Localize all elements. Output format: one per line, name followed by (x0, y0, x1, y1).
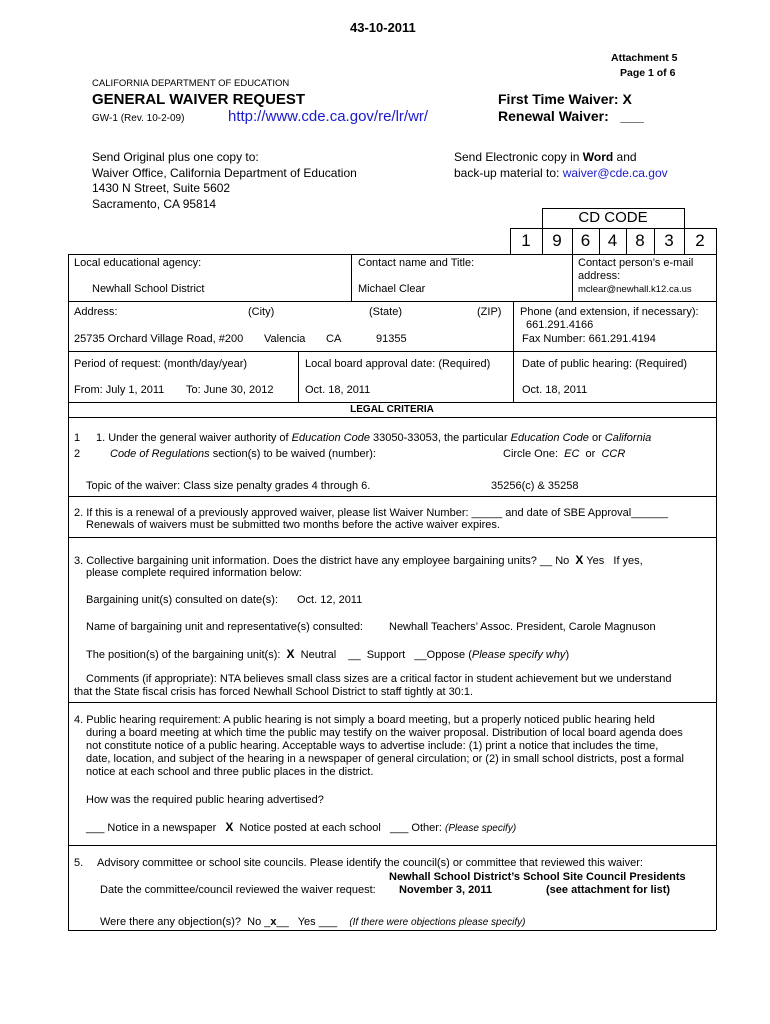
word-format: Word (582, 150, 614, 164)
no-objection-mark: x (270, 916, 277, 928)
send-electronic-and: and (613, 150, 637, 164)
bargaining-instructions: please complete required information below: (86, 567, 302, 579)
attachment-label: Attachment 5 (611, 52, 678, 64)
board-approval-value: Oct. 18, 2011 (305, 384, 371, 396)
waiver-sections: 35256(c) & 35258 (491, 480, 579, 492)
first-time-waiver: First Time Waiver: X (498, 91, 632, 107)
legal-line-2: Code of Regulations section(s) to be waived (number): (110, 448, 376, 460)
cd-code-digit: 4 (607, 231, 618, 250)
renewal-waiver: Renewal Waiver: ___ (498, 108, 644, 124)
hearing-requirement-line: date, location, and subject of the hearing in a newspaper of general circulation; or (2) in small school districts, post a formal (86, 753, 684, 765)
bargaining-question: 3. Collective bargaining unit information. Does the district have any employee bargaining units? __ No X Yes If yes, (74, 553, 643, 567)
ccr-option: CCR (601, 448, 626, 460)
councils-value: Newhall School District’s School Site Council Presidents (389, 871, 686, 883)
cd-code-digit: 6 (580, 231, 591, 250)
send-original-line: 1430 N Street, Suite 5602 (92, 181, 231, 195)
renewal-note: Renewals of waivers must be submitted two months before the active waiver expires. (86, 519, 500, 531)
cd-code-digit: 9 (552, 231, 562, 250)
phone-label: Phone (and extension, if necessary): (520, 306, 699, 318)
review-date-value: November 3, 2011 (399, 884, 492, 896)
representative-label: Name of bargaining unit and representative(s) consulted: (86, 621, 363, 633)
renewal-question: 2. If this is a renewal of a previously approved waiver, please list Waiver Number: _____ and date of SBE Approval______ (74, 507, 668, 519)
city-value: Valencia (264, 333, 306, 345)
phone-value: 661.291.4166 (526, 319, 594, 331)
send-original-block (92, 150, 357, 212)
form-title: GENERAL WAIVER REQUEST (92, 91, 306, 108)
period-label: Period of request: (month/day/year) (74, 358, 248, 370)
send-electronic-text: Send Electronic copy in (454, 150, 583, 164)
consulted-label: Bargaining unit(s) consulted on date(s): (86, 594, 278, 606)
ec-option: EC (564, 448, 580, 460)
comments-line-2: that the State fiscal crisis has forced Newhall School District to staff tightly at 30:1. (74, 686, 474, 698)
circle-one: Circle One: EC or CCR (503, 448, 626, 460)
fax-value: Fax Number: 661.291.4194 (522, 333, 656, 345)
representative-value: Newhall Teachers’ Assoc. President, Carole Magnuson (389, 621, 656, 633)
cd-code-label: CD CODE (578, 209, 648, 226)
send-original-line: Sacramento, CA 95814 (92, 196, 217, 211)
send-original-line: Send Original plus one copy to: (92, 150, 259, 164)
neutral-mark: X (286, 647, 295, 661)
city-label: (City) (248, 306, 275, 318)
hearing-requirement-line: during a board meeting at which time the public may testify on the waiver proposal. Distribution of local board agenda does (86, 727, 683, 739)
review-date-label: Date the committee/council reviewed the waiver request: (100, 884, 376, 896)
lea-value: Newhall School District (92, 283, 205, 295)
hearing-date-value: Oct. 18, 2011 (522, 384, 588, 396)
objections-question: Were there any objection(s)? No _x__ Yes ___ (If there were objections please specify) (100, 916, 526, 928)
q5-number: 5. (74, 857, 84, 869)
state-value: CA (326, 333, 342, 345)
email-label-2: address: (578, 270, 621, 282)
email-value: mclear@newhall.k12.ca.us (578, 284, 692, 295)
yes-mark: X (575, 553, 584, 567)
contact-label: Contact name and Title: (358, 257, 475, 269)
hearing-requirement-line: notice at each school and three public places in the district. (86, 766, 374, 778)
hearing-advertised-options: ___ Notice in a newspaper X Notice posted at each school ___ Other: (Please specify) (86, 820, 517, 834)
comments-line-1: Comments (if appropriate): NTA believes small class sizes are a critical factor in student achievement but we understand (86, 673, 672, 685)
hearing-requirement-line: not constitute notice of a public hearing. Acceptable ways to advertise include: (1) print a notice that includes the time, (86, 740, 659, 752)
street-value: 25735 Orchard Village Road, #200 (74, 333, 244, 345)
posted-mark: X (225, 820, 234, 834)
hearing-advertised-question: How was the required public hearing advertised? (86, 794, 324, 806)
period-to: To: June 30, 2012 (186, 384, 274, 396)
period-from: From: July 1, 2011 (74, 384, 165, 396)
board-approval-label: Local board approval date: (Required) (305, 358, 491, 370)
waiver-url-link[interactable]: http://www.cde.ca.gov/re/lr/wr/ (228, 108, 429, 125)
email-label: Contact person’s e-mail (578, 257, 694, 269)
page-label: Page 1 of 6 (620, 67, 676, 79)
cd-code-digit: 8 (635, 231, 645, 250)
department-name: CALIFORNIA DEPARTMENT OF EDUCATION (92, 78, 290, 89)
bargaining-position: The position(s) of the bargaining unit(s): X Neutral __ Support __Oppose (Please specify why) (86, 647, 570, 661)
backup-text: back-up material to: (454, 165, 563, 180)
waiver-topic: Topic of the waiver: Class size penalty grades 4 through 6. (86, 480, 371, 492)
address-label: Address: (74, 306, 118, 318)
send-electronic-block (454, 150, 668, 181)
lea-label: Local educational agency: (74, 257, 202, 269)
zip-label: (ZIP) (477, 306, 502, 318)
advisory-committee-question: Advisory committee or school site councils. Please identify the council(s) or committee that reviewed this waiver: (97, 857, 643, 869)
legal-num-2: 2 (74, 448, 81, 460)
attachment-note: (see attachment for list) (546, 884, 671, 896)
state-label: (State) (369, 306, 403, 318)
legal-line-1: 1. Under the general waiver authority of Education Code 33050-33053, the particular Education Code or California (96, 432, 652, 444)
item-number: 43-10-2011 (350, 20, 416, 35)
hearing-date-label: Date of public hearing: (Required) (522, 358, 688, 370)
cd-code-digit: 3 (664, 231, 674, 250)
hearing-requirement-line: 4. Public hearing requirement: A public hearing is not simply a board meeting, but a properly noticed public hearing held (74, 714, 655, 726)
cd-code-digit: 2 (695, 231, 705, 250)
form-number: GW-1 (Rev. 10-2-09) (92, 113, 185, 124)
legal-num-1: 1 (74, 432, 81, 444)
zip-value: 91355 (376, 333, 407, 345)
cd-code-digit: 1 (521, 231, 531, 250)
consulted-value: Oct. 12, 2011 (297, 594, 363, 606)
contact-value: Michael Clear (358, 283, 426, 295)
legal-criteria-heading: LEGAL CRITERIA (350, 404, 434, 415)
send-original-line: Waiver Office, California Department of Education (92, 165, 357, 180)
waiver-email-link[interactable]: waiver@cde.ca.gov (562, 165, 668, 180)
